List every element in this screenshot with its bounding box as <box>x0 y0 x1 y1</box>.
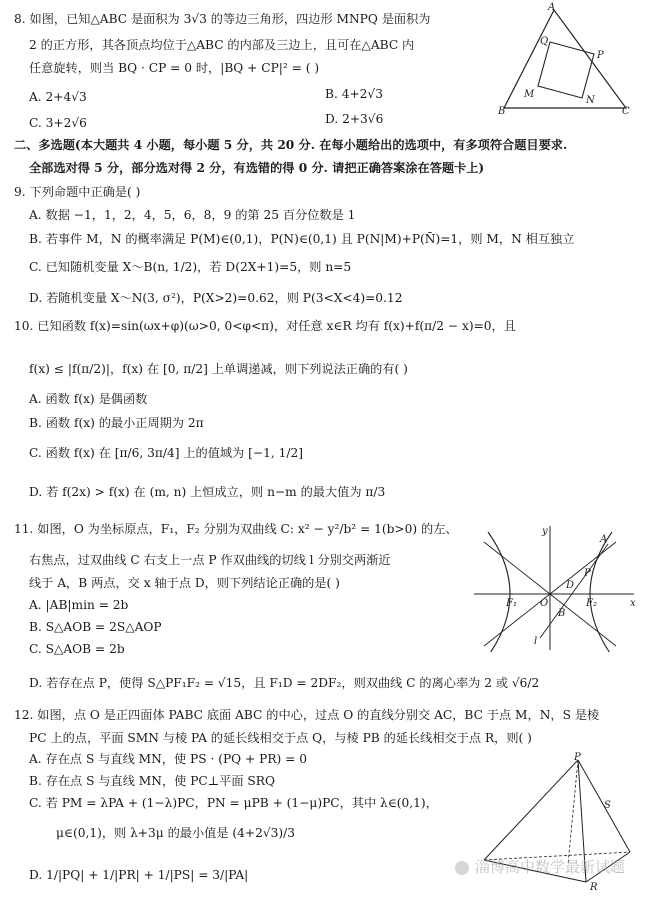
q11-option-d: D. 若存在点 P，使得 S△PF₁F₂ = √15，且 F₁D = 2DF₂，则双曲线 C 的离心率为 2 或 √6/2 <box>29 676 540 690</box>
label-f2: F₂ <box>586 598 597 609</box>
q10-line2: f(x) ≤ |f(π/2)|，f(x) 在 [0, π/2] 上单调递减，则下列说法正确的有( ) <box>29 362 408 376</box>
section2-header-line1: 二、多选题(本大题共 4 小题，每小题 5 分，共 20 分. 在每小题给出的选项中，有多项符合题目要求. <box>14 138 568 152</box>
label-a: A <box>548 2 556 13</box>
label-r: R <box>590 882 598 892</box>
q12-option-d: D. 1/|PQ| + 1/|PR| + 1/|PS| = 3/|PA| <box>29 868 249 882</box>
q11-line2: 右焦点，过双曲线 C 右支上一点 P 作双曲线的切线 l 分别交两渐近 <box>29 553 391 567</box>
label-f1: F₁ <box>506 598 517 609</box>
label-b: B <box>498 106 506 117</box>
label-m: M <box>524 89 535 100</box>
watermark <box>455 858 655 898</box>
label-y: y <box>542 526 548 537</box>
q11-option-a: A. |AB|min = 2b <box>29 598 129 612</box>
label-p: P <box>574 752 581 763</box>
watermark-text: 淄博高中数学最新试题 <box>475 858 626 876</box>
q10-line1: 10. 已知函数 f(x)=sin(ωx+φ)(ω>0, 0<φ<π)，对任意 x∈R 均有 f(x)+f(π/2 − x)=0，且 <box>14 319 516 333</box>
q11-option-c: C. S△AOB = 2b <box>29 642 125 656</box>
square-mnpq <box>538 42 594 98</box>
label-b: B <box>558 608 566 619</box>
q8-option-d: D. 2+3√6 <box>325 112 384 126</box>
q11-line3: 线于 A，B 两点，交 x 轴于点 D，则下列结论正确的是( ) <box>29 576 340 590</box>
wechat-icon <box>455 861 469 875</box>
q12-line1: 12. 如图，点 O 是正四面体 PABC 底面 ABC 的中心，过点 O 的直线分别交 AC，BC 于点 M，N，S 是棱 <box>14 708 600 722</box>
q8-line1: 8. 如图，已知△ABC 是面积为 3√3 的等边三角形，四边形 MNPQ 是面积为 <box>14 12 431 26</box>
q9-stem: 9. 下列命题中正确是( ) <box>14 185 141 199</box>
label-s: S <box>604 800 611 811</box>
q9-option-b: B. 若事件 M，N 的概率满足 P(M)∈(0,1)，P(N)∈(0,1) 且 P(N|M)+P(N̄)=1，则 M，N 相互独立 <box>29 232 575 246</box>
q8-triangle-figure <box>490 2 640 120</box>
height-line <box>568 760 578 864</box>
label-q: Q <box>540 36 549 47</box>
label-p: P <box>597 50 604 61</box>
q11-option-b: B. S△AOB = 2S△AOP <box>29 620 162 634</box>
label-a: A <box>600 534 608 545</box>
label-l: l <box>534 636 538 647</box>
edge-p-a <box>484 760 578 860</box>
q10-option-a: A. 函数 f(x) 是偶函数 <box>29 392 148 406</box>
q10-option-c: C. 函数 f(x) 在 [π/6, 3π/4] 上的值域为 [−1, 1/2] <box>29 446 303 460</box>
q12-option-a: A. 存在点 S 与直线 MN，使 PS · (PQ + PR) = 0 <box>29 752 307 766</box>
q8-line3: 任意旋转，则当 BQ · CP = 0 时，|BQ + CP|² = ( ) <box>29 61 320 75</box>
label-n: N <box>586 95 595 106</box>
q12-line2: PC 上的点，平面 SMN 与棱 PA 的延长线相交于点 Q，与棱 PB 的延长线相交于点 R，则( ) <box>29 731 532 745</box>
label-x: x <box>630 598 636 609</box>
q11-hyperbola-figure <box>470 522 640 652</box>
q8-option-b: B. 4+2√3 <box>325 87 383 101</box>
q9-option-c: C. 已知随机变量 X～B(n, 1/2)，若 D(2X+1)=5，则 n=5 <box>29 260 352 274</box>
label-p: P <box>584 568 591 579</box>
section2-header-line2: 全部选对得 5 分，部分选对得 2 分，有选错的得 0 分. 请把正确答案涂在答题卡上) <box>29 161 485 175</box>
q8-option-c: C. 3+2√6 <box>29 116 87 130</box>
label-o: O <box>540 598 549 609</box>
q10-option-b: B. 函数 f(x) 的最小正周期为 2π <box>29 416 204 430</box>
label-d: D <box>566 580 575 591</box>
q12-option-c-line2: μ∈(0,1)，则 λ+3μ 的最小值是 (4+2√3)/3 <box>56 826 295 840</box>
q12-option-c-line1: C. 若 PM = λPA + (1−λ)PC，PN = μPB + (1−μ)PC，其中 λ∈(0,1)， <box>29 796 438 810</box>
q10-option-d: D. 若 f(2x) > f(x) 在 (m, n) 上恒成立，则 n−m 的最大值为 π/3 <box>29 485 386 499</box>
q12-option-b: B. 存在点 S 与直线 MN，使 PC⊥平面 SRQ <box>29 774 275 788</box>
q9-option-d: D. 若随机变量 X～N(3, σ²)，P(X>2)=0.62，则 P(3<X<4)=0.12 <box>29 291 403 305</box>
q11-line1: 11. 如图，O 为坐标原点，F₁，F₂ 分别为双曲线 C: x² − y²/b² = 1(b>0) 的左、 <box>14 522 458 536</box>
q8-option-a: A. 2+4√3 <box>29 90 87 104</box>
q8-line2: 2 的正方形，其各顶点均位于△ABC 的内部及三边上，且可在△ABC 内 <box>29 38 415 52</box>
q9-option-a: A. 数据 −1，1，2，4，5，6，8，9 的第 25 百分位数是 1 <box>29 208 356 222</box>
label-c: C <box>622 106 630 117</box>
